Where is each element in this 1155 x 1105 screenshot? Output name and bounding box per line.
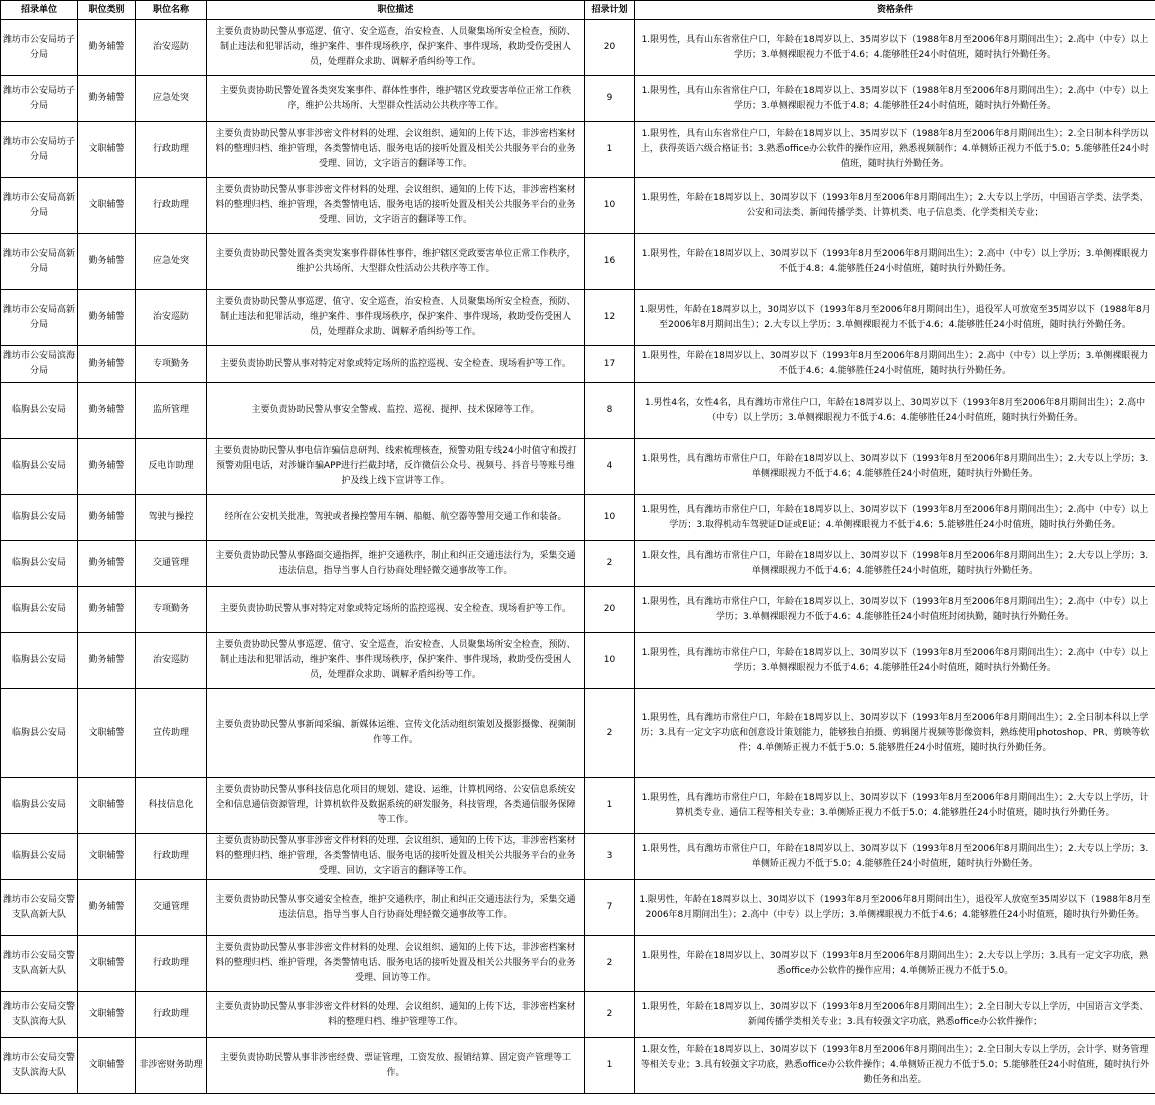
cell-requirements: 1.限男性，具有山东省常住户口，年龄在18周岁以上、35周岁以下（1988年8月至2006年8月期间出生）；2.高中（中专）以上学历；3.单侧裸眼视力不低于4.8；4.能够胜任24小时值班，随时执行外勤任务。 <box>635 76 1155 122</box>
cell-requirements: 1.限男性，具有潍坊市常住户口，年龄在18周岁以上、30周岁以下（1993年8月至2006年8月期间出生）；2.高中（中专）以上学历；3.单侧裸眼视力不低于4.6；4.能够胜任24小时值班，随时执行外勤任务。 <box>635 633 1155 689</box>
cell-description: 主要负责协助民警从事安全警戒、监控、巡视、提押、技术保障等工作。 <box>207 383 585 439</box>
cell-position-name: 科技信息化 <box>136 778 207 834</box>
cell-position-name: 专项勤务 <box>136 587 207 633</box>
cell-description: 主要负责协助民警从事巡逻、值守、安全巡查，治安检查、人员聚集场所安全检查，预防、制止违法和犯罪活动，维护案件、事件现场秩序，保护案件、事件现场，救助受伤受困人员，处理群众求助、调解矛盾纠纷等工作。 <box>207 20 585 76</box>
cell-description: 主要负责协助民警从事非涉密文件材料的处理、会议组织、通知的上传下达，非涉密档案材料的整理归档、维护管理，各类警情电话、服务电话的接听处置及相关公共服务平台的业务受理、回访，文字语言的翻译等工作。 <box>207 834 585 880</box>
cell-requirements: 1.限男性，具有潍坊市常住户口，年龄在18周岁以上、30周岁以下（1993年8月至2006年8月期间出生）；2.高中（中专）以上学历；3.取得机动车驾驶证D证或E证；4.单侧裸眼视力不低于4.6；5.能够胜任24小时值班，随时执行外勤任务。 <box>635 495 1155 541</box>
cell-requirements: 1.限女性，具有潍坊市常住户口，年龄在18周岁以上、30周岁以下（1998年8月至2006年8月期间出生）；2.大专以上学历；3.单侧裸眼视力不低于4.6；4.能够胜任24小时值班，随时执行外勤任务。 <box>635 541 1155 587</box>
table-body <box>1 20 1155 1094</box>
cell-requirements: 1.限男性，年龄在18周岁以上、30周岁以下（1993年8月至2006年8月期间出生）；2.大专以上学历；3.具有一定文字功底，熟悉office办公软件的操作应用；4.单侧矫正视力不低于5.0。 <box>635 936 1155 992</box>
cell-plan: 2 <box>585 689 635 778</box>
cell-unit: 潍坊市公安局高新分局 <box>1 234 78 290</box>
cell-description: 主要负责协助民警处置各类突发案事件群体性事件，维护辖区党政要害单位正常工作秩序，维护公共场所、大型群众性活动公共秩序等工作。 <box>207 234 585 290</box>
cell-plan: 10 <box>585 633 635 689</box>
cell-position-name: 交通管理 <box>136 541 207 587</box>
table-row <box>1 20 1155 76</box>
cell-category: 文职辅警 <box>78 122 136 178</box>
cell-requirements: 1.限男性，年龄在18周岁以上、30周岁以下（1993年8月至2006年8月期间出生）；2.高中（中专）以上学历；3.单侧裸眼视力不低于4.6；4.能够胜任24小时值班，随时执行外勤任务。 <box>635 346 1155 383</box>
cell-position-name: 交通管理 <box>136 880 207 936</box>
cell-plan: 16 <box>585 234 635 290</box>
cell-description: 主要负责协助民警从事科技信息化项目的规划、建设、运维，计算机网络、公安信息系统安全和信息通信资源管理，计算机软件及数据系统的研发服务，科技管理，各类通信服务保障等工作。 <box>207 778 585 834</box>
cell-position-name: 治安巡防 <box>136 290 207 346</box>
cell-description: 主要负责协助民警从事对特定对象或特定场所的监控巡视、安全检查、现场看护等工作。 <box>207 587 585 633</box>
cell-plan: 2 <box>585 541 635 587</box>
cell-requirements: 1.限男性，年龄在18周岁以上、30周岁以下（1993年8月至2006年8月期间出生），退役军人放宽至35周岁以下（1988年8月至2006年8月期间出生）；2.高中（中专）以上学历；3.单侧裸眼视力不低于4.6；4.能够胜任24小时值班，随时执行外勤任务。 <box>635 880 1155 936</box>
cell-position-name: 行政助理 <box>136 122 207 178</box>
cell-unit: 潍坊市公安局坊子分局 <box>1 76 78 122</box>
cell-unit: 潍坊市公安局交警支队高新大队 <box>1 880 78 936</box>
cell-plan: 20 <box>585 20 635 76</box>
cell-unit: 临朐县公安局 <box>1 778 78 834</box>
cell-unit: 临朐县公安局 <box>1 541 78 587</box>
table-row <box>1 439 1155 495</box>
cell-plan: 1 <box>585 1038 635 1094</box>
cell-requirements: 1.限男性，具有潍坊市常住户口，年龄在18周岁以上、30周岁以下（1993年8月至2006年8月期间出生）；2.大专以上学历，计算机类专业、通信工程等相关专业；3.单侧矫正视力不低于5.0；4.能够胜任24小时值班，随时执行外勤任务。 <box>635 778 1155 834</box>
cell-position-name: 应急处突 <box>136 234 207 290</box>
table-row <box>1 495 1155 541</box>
cell-position-name: 驾驶与操控 <box>136 495 207 541</box>
cell-position-name: 治安巡防 <box>136 633 207 689</box>
cell-unit: 临朐县公安局 <box>1 834 78 880</box>
cell-requirements: 1.限男性，年龄在18周岁以上、30周岁以下（1993年8月至2006年8月期间出生）；2.大专以上学历，中国语言学类、法学类、公安和司法类、新闻传播学类、计算机类、电子信息类、化学类相关专业； <box>635 178 1155 234</box>
table-row <box>1 778 1155 834</box>
cell-description: 主要负责协助民警从事交通安全检查，维护交通秩序，制止和纠正交通违法行为，采集交通违法信息，指导当事人自行协商处理轻微交通事故等工作。 <box>207 880 585 936</box>
header-description: 职位描述 <box>207 1 585 20</box>
cell-unit: 潍坊市公安局高新分局 <box>1 290 78 346</box>
table-row <box>1 541 1155 587</box>
cell-plan: 20 <box>585 587 635 633</box>
cell-requirements: 1.限男性，具有潍坊市常住户口，年龄在18周岁以上、30周岁以下（1993年8月至2006年8月期间出生）；2.大专以上学历；3.单侧矫正视力不低于5.0；4.能够胜任24小时值班，随时执行外勤任务。 <box>635 834 1155 880</box>
table-row <box>1 178 1155 234</box>
cell-description: 主要负责协助民警从事对特定对象或特定场所的监控巡视、安全检查、现场看护等工作。 <box>207 346 585 383</box>
cell-plan: 10 <box>585 495 635 541</box>
table-row <box>1 992 1155 1038</box>
table-row <box>1 880 1155 936</box>
table-row <box>1 290 1155 346</box>
cell-position-name: 反电诈助理 <box>136 439 207 495</box>
cell-plan: 1 <box>585 778 635 834</box>
cell-plan: 12 <box>585 290 635 346</box>
cell-category: 勤务辅警 <box>78 234 136 290</box>
cell-category: 勤务辅警 <box>78 383 136 439</box>
cell-plan: 7 <box>585 880 635 936</box>
cell-category: 文职辅警 <box>78 778 136 834</box>
cell-position-name: 行政助理 <box>136 992 207 1038</box>
cell-category: 文职辅警 <box>78 936 136 992</box>
cell-requirements: 1.男性4名，女性4名，具有潍坊市常住户口，年龄在18周岁以上、30周岁以下（1993年8月至2006年8月期间出生）；2.高中（中专）以上学历；3.单侧裸眼视力不低于4.6；4.能够胜任24小时值班，随时执行外勤任务。 <box>635 383 1155 439</box>
cell-description: 主要负责协助民警从事巡逻、值守、安全巡查，治安检查、人员聚集场所安全检查，预防、制止违法和犯罪活动，维护案件、事件现场秩序，保护案件、事件现场，救助受伤受困人员，处理群众求助、调解矛盾纠纷等工作。 <box>207 290 585 346</box>
cell-unit: 临朐县公安局 <box>1 689 78 778</box>
cell-unit: 潍坊市公安局交警支队滨海大队 <box>1 1038 78 1094</box>
cell-plan: 4 <box>585 439 635 495</box>
cell-plan: 1 <box>585 122 635 178</box>
cell-plan: 2 <box>585 936 635 992</box>
table-row <box>1 633 1155 689</box>
table-row <box>1 689 1155 778</box>
cell-unit: 临朐县公安局 <box>1 587 78 633</box>
cell-description: 主要负责协助民警从事非涉密文件材料的处理、会议组织、通知的上传下达，非涉密档案材料的整理归档、维护管理等工作。 <box>207 992 585 1038</box>
header-unit: 招录单位 <box>1 1 78 20</box>
cell-requirements: 1.限男性，具有潍坊市常住户口，年龄在18周岁以上、30周岁以下（1993年8月至2006年8月期间出生）；2.大专以上学历；3.单侧裸眼视力不低于4.6；4.能够胜任24小时值班，随时执行外勤任务。 <box>635 439 1155 495</box>
cell-position-name: 行政助理 <box>136 178 207 234</box>
cell-category: 勤务辅警 <box>78 495 136 541</box>
table-row <box>1 76 1155 122</box>
header-category: 职位类别 <box>78 1 136 20</box>
cell-plan: 17 <box>585 346 635 383</box>
cell-requirements: 1.限男性，年龄在18周岁以上、30周岁以下（1993年8月至2006年8月期间出生）；2.全日制大专以上学历，中国语言文学类、新闻传播学类相关专业；3.具有较强文字功底，熟悉office办公软件操作； <box>635 992 1155 1038</box>
cell-position-name: 宣传助理 <box>136 689 207 778</box>
cell-requirements: 1.限男性，具有潍坊市常住户口，年龄在18周岁以上、30周岁以下（1993年8月至2006年8月期间出生）；2.全日制本科以上学历；3.具有一定文字功底和创意设计策划能力，能够独自拍摄、剪辑图片视频等影像资料，熟练使用photoshop、PR、剪映等软件；4.单侧矫正视力不低于5.0；5.能够胜任24小时值班，随时执行外勤任务。 <box>635 689 1155 778</box>
cell-category: 勤务辅警 <box>78 290 136 346</box>
cell-position-name: 行政助理 <box>136 834 207 880</box>
cell-category: 勤务辅警 <box>78 346 136 383</box>
cell-description: 经所在公安机关批准，驾驶或者操控警用车辆、船艇、航空器等警用交通工作和装备。 <box>207 495 585 541</box>
cell-requirements: 1.限男性，具有潍坊市常住户口，年龄在18周岁以上、30周岁以下（1993年8月至2006年8月期间出生）；2.高中（中专）以上学历；3.单侧裸眼视力不低于4.6；4.能够胜任24小时值班封闭执勤，随时执行外勤任务。 <box>635 587 1155 633</box>
cell-position-name: 应急处突 <box>136 76 207 122</box>
cell-description: 主要负责协助民警从事新闻采编、新媒体运维、宣传文化活动组织策划及摄影摄像、视频制作等工作。 <box>207 689 585 778</box>
cell-requirements: 1.限女性，年龄在18周岁以上、30周岁以下（1993年8月至2006年8月期间出生）；2.全日制大专以上学历，会计学、财务管理等相关专业；3.具有较强文字功底，熟悉office办公软件操作；4.单侧矫正视力不低于5.0；5.能够胜任24小时值班，随时执行外勤任务和出差。 <box>635 1038 1155 1094</box>
cell-category: 文职辅警 <box>78 992 136 1038</box>
cell-description: 主要负责协助民警从事路面交通指挥，维护交通秩序，制止和纠正交通违法行为，采集交通违法信息，指导当事人自行协商处理轻微交通事故等工作。 <box>207 541 585 587</box>
table-row <box>1 1038 1155 1094</box>
cell-category: 勤务辅警 <box>78 541 136 587</box>
cell-unit: 临朐县公安局 <box>1 633 78 689</box>
table-header-row <box>1 1 1155 20</box>
cell-plan: 9 <box>585 76 635 122</box>
cell-category: 勤务辅警 <box>78 587 136 633</box>
cell-description: 主要负责协助民警从事非涉密文件材料的处理、会议组织、通知的上传下达，非涉密档案材料的整理归档、维护管理，各类警情电话、服务电话的接听处置及相关公共服务平台的业务受理、回访，文字语言的翻译等工作。 <box>207 178 585 234</box>
cell-position-name: 监所管理 <box>136 383 207 439</box>
cell-unit: 潍坊市公安局滨海分局 <box>1 346 78 383</box>
cell-unit: 潍坊市公安局坊子分局 <box>1 20 78 76</box>
header-requirements: 资格条件 <box>635 1 1155 20</box>
table-row <box>1 383 1155 439</box>
cell-category: 勤务辅警 <box>78 76 136 122</box>
cell-position-name: 行政助理 <box>136 936 207 992</box>
cell-plan: 3 <box>585 834 635 880</box>
cell-unit: 潍坊市公安局高新分局 <box>1 178 78 234</box>
cell-unit: 潍坊市公安局交警支队高新大队 <box>1 936 78 992</box>
cell-category: 文职辅警 <box>78 1038 136 1094</box>
cell-category: 文职辅警 <box>78 689 136 778</box>
cell-description: 主要负责协助民警从事非涉密文件材料的处理、会议组织、通知的上传下达，非涉密档案材料的整理归档、维护管理，各类警情电话、服务电话的接听处置及相关公共服务平台的业务受理、回访等工作。 <box>207 936 585 992</box>
cell-requirements: 1.限男性，年龄在18周岁以上、30周岁以下（1993年8月至2006年8月期间出生）；2.高中（中专）以上学历；3.单侧裸眼视力不低于4.8；4.能够胜任24小时值班，随时执行外勤任务。 <box>635 234 1155 290</box>
cell-plan: 8 <box>585 383 635 439</box>
cell-description: 主要负责协助民警从事电信诈骗信息研判、线索梳理核查，预警劝阻专线24小时值守和拨打预警劝阻电话，对涉嫌诈骗APP进行拦截封堵，反诈微信公众号、视频号、抖音号等账号维护及线上线下宣讲等工作。 <box>207 439 585 495</box>
cell-plan: 2 <box>585 992 635 1038</box>
table-row <box>1 587 1155 633</box>
cell-unit: 临朐县公安局 <box>1 495 78 541</box>
cell-description: 主要负责协助民警从事非涉密经费、票证管理，工资发放、报销结算、固定资产管理等工作。 <box>207 1038 585 1094</box>
cell-category: 勤务辅警 <box>78 20 136 76</box>
cell-category: 文职辅警 <box>78 834 136 880</box>
cell-requirements: 1.限男性，具有山东省常住户口，年龄在18周岁以上、35周岁以下（1988年8月至2006年8月期间出生）；2.全日制本科学历以上，获得英语六级合格证书；3.熟悉office办公软件的操作应用，熟悉视频制作；4.单侧矫正视力不低于5.0；5.能够胜任24小时值班，随时执行外勤任务。 <box>635 122 1155 178</box>
cell-position-name: 非涉密财务助理 <box>136 1038 207 1094</box>
header-position-name: 职位名称 <box>136 1 207 20</box>
header-plan: 招录计划 <box>585 1 635 20</box>
cell-position-name: 专项勤务 <box>136 346 207 383</box>
cell-unit: 潍坊市公安局坊子分局 <box>1 122 78 178</box>
cell-description: 主要负责协助民警从事非涉密文件材料的处理、会议组织、通知的上传下达，非涉密档案材料的整理归档、维护管理，各类警情电话、服务电话的接听处置及相关公共服务平台的业务受理、回访，文字语言的翻译等工作。 <box>207 122 585 178</box>
table-row <box>1 234 1155 290</box>
table-row <box>1 936 1155 992</box>
table-row <box>1 122 1155 178</box>
cell-unit: 临朐县公安局 <box>1 383 78 439</box>
cell-category: 文职辅警 <box>78 178 136 234</box>
cell-unit: 临朐县公安局 <box>1 439 78 495</box>
cell-plan: 10 <box>585 178 635 234</box>
cell-category: 勤务辅警 <box>78 439 136 495</box>
cell-category: 勤务辅警 <box>78 633 136 689</box>
cell-category: 勤务辅警 <box>78 880 136 936</box>
cell-description: 主要负责协助民警从事巡逻、值守、安全巡查，治安检查、人员聚集场所安全检查，预防、制止违法和犯罪活动，维护案件、事件现场秩序，保护案件、事件现场，救助受伤受困人员，处理群众求助、调解矛盾纠纷等工作。 <box>207 633 585 689</box>
cell-unit: 潍坊市公安局交警支队滨海大队 <box>1 992 78 1038</box>
cell-requirements: 1.限男性，具有山东省常住户口，年龄在18周岁以上、35周岁以下（1988年8月至2006年8月期间出生）；2.高中（中专）以上学历；3.单侧裸眼视力不低于4.6；4.能够胜任24小时值班，随时执行外勤任务。 <box>635 20 1155 76</box>
table-row <box>1 346 1155 383</box>
cell-description: 主要负责协助民警处置各类突发案事件、群体性事件，维护辖区党政要害单位正常工作秩序，维护公共场所、大型群众性活动公共秩序等工作。 <box>207 76 585 122</box>
cell-position-name: 治安巡防 <box>136 20 207 76</box>
table-row <box>1 834 1155 880</box>
cell-requirements: 1.限男性，年龄在18周岁以上，30周岁以下（1993年8月至2006年8月期间出生），退役军人可放宽至35周岁以下（1988年8月至2006年8月期间出生）；2.大专以上学历；3.单侧裸眼视力不低于4.6；4.能够胜任24小时值班，随时执行外勤任务。 <box>635 290 1155 346</box>
